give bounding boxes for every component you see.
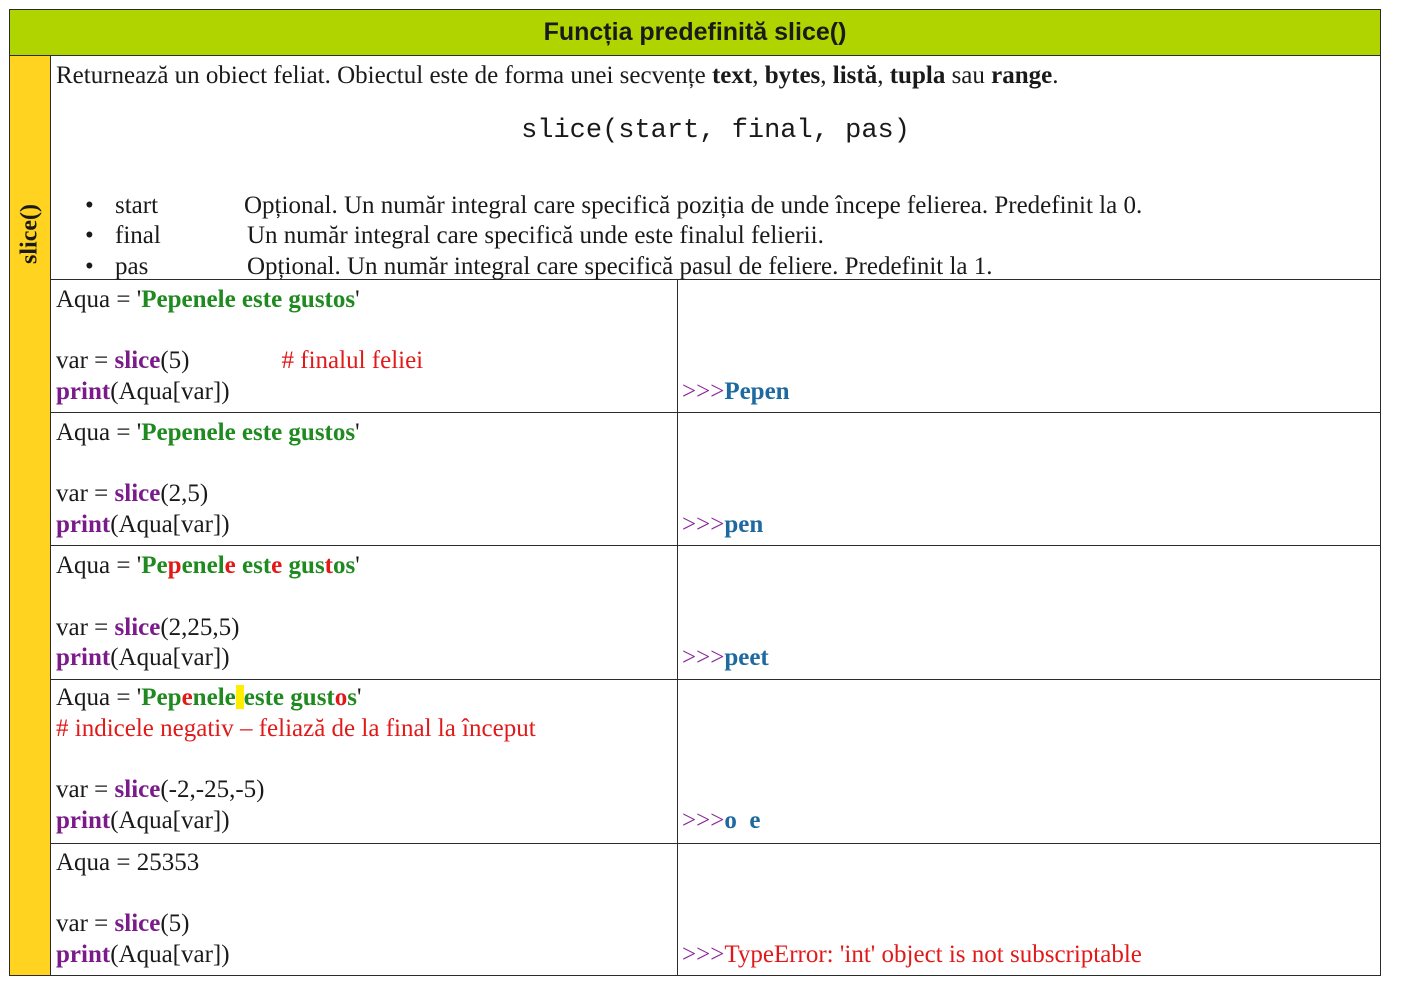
param-desc: Opțional. Un număr integral care specifică pasul de feliere. Predefinit la 1.: [247, 253, 993, 280]
output-cell: [678, 546, 1380, 679]
output-line: >>>peet: [682, 644, 769, 671]
slice-function-sheet: [9, 9, 1381, 976]
param-desc: Un număr integral care specifică unde este finalul felierii.: [247, 222, 824, 249]
description-section: [51, 56, 1380, 280]
output-value: Pepen: [724, 378, 790, 405]
type-list: listă: [832, 62, 878, 89]
highlighted-char: o: [334, 684, 348, 711]
code-cell: [51, 546, 678, 679]
type-range: range: [991, 62, 1053, 89]
param-name: final: [115, 222, 161, 249]
example-row-1: [51, 280, 1380, 413]
int-literal: 25353: [136, 849, 200, 876]
highlight-marker: [236, 685, 244, 709]
code-cell: [51, 844, 678, 975]
code-line-print: print(Aqua[var]): [56, 807, 230, 834]
code-line-string: Aqua = 'Pepenele este gustos': [56, 684, 362, 711]
output-value: o e: [724, 807, 761, 834]
highlighted-char: e: [224, 552, 236, 579]
code-cell: [51, 680, 678, 843]
string-literal-highlighted: Pepenele este gustos: [141, 552, 356, 579]
example-row-5: [51, 844, 1380, 975]
code-line-string: Aqua = 'Pepenele este gustos': [56, 552, 360, 579]
string-literal: Pepenele este gustos: [141, 286, 356, 313]
example-row-4: [51, 680, 1380, 844]
output-cell: [678, 280, 1380, 412]
output-value: peet: [724, 644, 769, 671]
type-tuple: tupla: [889, 62, 946, 89]
string-literal: Pepenele este gustos: [141, 419, 356, 446]
bullet: •: [85, 222, 94, 249]
title-text: Funcția predefinită slice(): [543, 18, 847, 46]
code-line-print: print(Aqua[var]): [56, 941, 230, 968]
param-name: pas: [115, 253, 149, 280]
output-line: >>>Pepen: [682, 378, 790, 405]
string-literal-highlighted: Pepenele este gustos: [141, 684, 357, 711]
output-line: >>>TypeError: 'int' object is not subscriptable: [682, 941, 1142, 968]
code-line-int: Aqua = 25353: [56, 849, 200, 876]
code-cell: [51, 280, 678, 412]
code-comment: # indicele negativ – feliază de la final la început: [56, 715, 536, 742]
output-value: pen: [724, 511, 764, 538]
output-line: >>>o e: [682, 807, 761, 834]
page-title: [10, 10, 1380, 56]
output-cell: [678, 844, 1380, 975]
output-line: >>>pen: [682, 511, 764, 538]
code-line-string: Aqua = 'Pepenele este gustos': [56, 286, 360, 313]
code-line-slice: var = slice(5) # finalul feliei: [56, 347, 424, 374]
code-cell: [51, 413, 678, 545]
side-label: slice(): [16, 204, 43, 264]
output-cell: [678, 680, 1380, 843]
highlighted-char: e: [181, 684, 193, 711]
code-line-slice: var = slice(2,5): [56, 480, 209, 507]
code-line-slice: var = slice(5): [56, 910, 190, 937]
highlighted-char: t: [324, 552, 333, 579]
description-text: Returnează un obiect feliat. Obiectul este de forma unei secvențe text, bytes, listă, tupla sau range.: [56, 62, 1059, 89]
output-cell: [678, 413, 1380, 545]
code-line-slice: var = slice(-2,-25,-5): [56, 776, 265, 803]
code-line-string: Aqua = 'Pepenele este gustos': [56, 419, 360, 446]
param-name: start: [115, 192, 159, 219]
bullet: •: [85, 253, 94, 280]
description-intro: Returnează un obiect feliat. Obiectul este de forma unei secvențe: [56, 62, 706, 89]
code-line-slice: var = slice(2,25,5): [56, 614, 240, 641]
bullet: •: [85, 192, 94, 219]
code-line-print: print(Aqua[var]): [56, 378, 230, 405]
highlighted-char: e: [271, 552, 283, 579]
code-comment: # finalul feliei: [281, 347, 424, 374]
example-row-2: [51, 413, 1380, 546]
side-bar: [10, 56, 51, 975]
code-line-print: print(Aqua[var]): [56, 644, 230, 671]
syntax-line: slice(start, final, pas): [521, 116, 910, 146]
type-text: text: [711, 62, 753, 89]
error-message: TypeError: 'int' object is not subscriptable: [724, 941, 1142, 968]
example-row-3: [51, 546, 1380, 680]
code-line-print: print(Aqua[var]): [56, 511, 230, 538]
param-desc: Opțional. Un număr integral care specifică poziția de unde începe felierea. Predefinit la 0.: [244, 192, 1143, 219]
type-bytes: bytes: [764, 62, 821, 89]
highlighted-char: p: [167, 552, 182, 579]
